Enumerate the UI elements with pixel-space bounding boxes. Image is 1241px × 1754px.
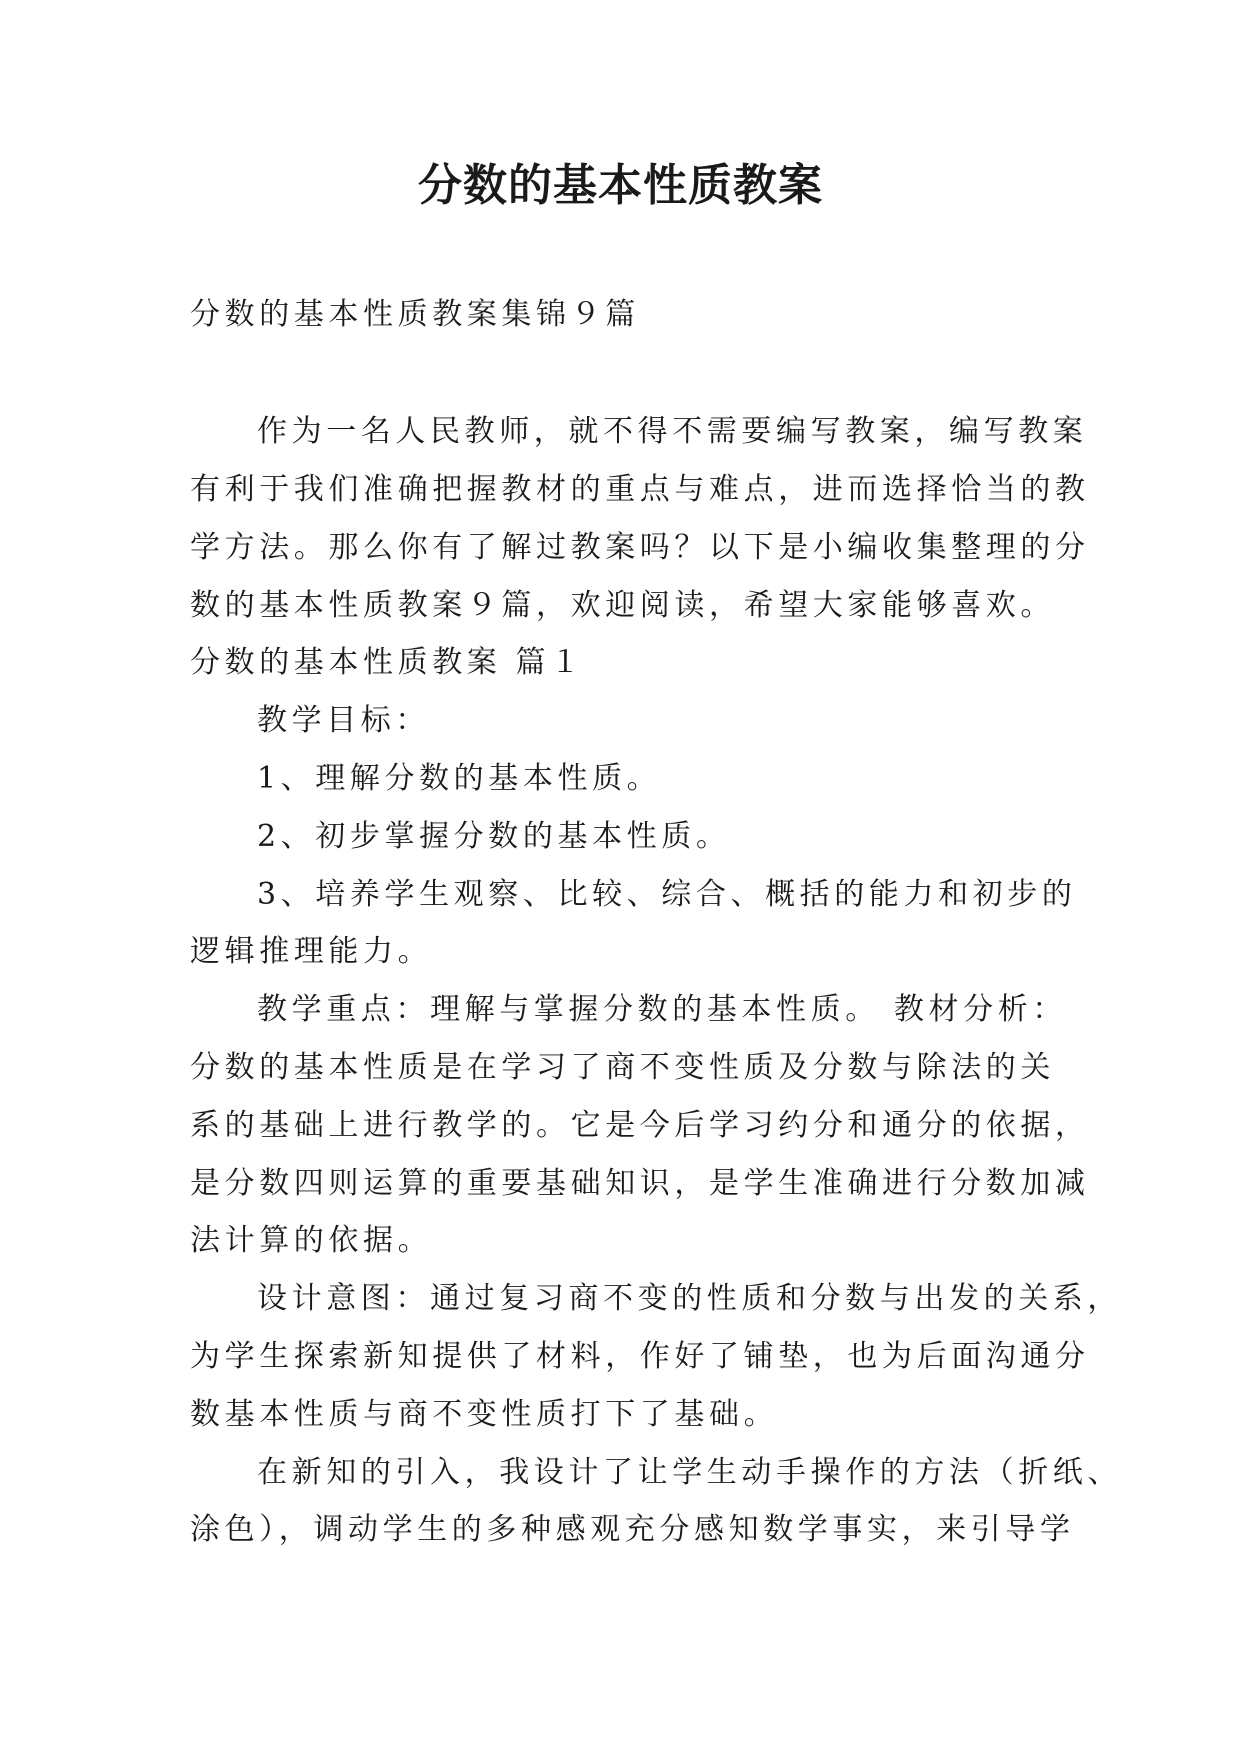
paragraph-line: 为学生探索新知提供了材料，作好了铺垫，也为后面沟通分 [190,1339,1090,1374]
document-subtitle: 分数的基本性质教案集锦９篇 [190,297,640,332]
list-item: 2、初步掌握分数的基本性质。 [257,819,731,854]
paragraph-line: 法计算的依据。 [190,1223,433,1258]
document-title: 分数的基本性质教案 [418,160,823,211]
paragraph-line: 是分数四则运算的重要基础知识，是学生准确进行分数加减 [190,1166,1090,1201]
paragraph-line: 在新知的引入，我设计了让学生动手操作的方法（折纸、 [257,1455,1122,1490]
paragraph-line: 逻辑推理能力。 [190,934,433,969]
paragraph-line: 系的基础上进行教学的。它是今后学习约分和通分的依据， [190,1108,1090,1143]
list-item: 1、理解分数的基本性质。 [257,761,662,796]
paragraph-line: 教学重点：理解与掌握分数的基本性质。 教材分析： [257,992,1067,1027]
paragraph-line: 数的基本性质教案９篇，欢迎阅读，希望大家能够喜欢。 [190,588,1055,623]
paragraph-line: 数基本性质与商不变性质打下了基础。 [190,1397,779,1432]
paragraph-line: 设计意图：通过复习商不变的性质和分数与出发的关系， [257,1281,1122,1316]
paragraph-line: 作为一名人民教师，就不得不需要编写教案，编写教案 [257,414,1088,449]
paragraph-line: 分数的基本性质是在学习了商不变性质及分数与除法的关 [190,1050,1055,1085]
paragraph-line: 涂色），调动学生的多种感观充分感知数学事实，来引导学 [190,1512,1075,1547]
section-heading: 分数的基本性质教案 篇１ [190,645,585,680]
paragraph-line: 教学目标： [257,703,430,738]
paragraph-line: 有利于我们准确把握教材的重点与难点，进而选择恰当的教 [190,472,1090,507]
paragraph-line: 学方法。那么你有了解过教案吗？以下是小编收集整理的分 [190,530,1090,565]
list-item: 3、培养学生观察、比较、综合、概括的能力和初步的 [257,877,1077,912]
